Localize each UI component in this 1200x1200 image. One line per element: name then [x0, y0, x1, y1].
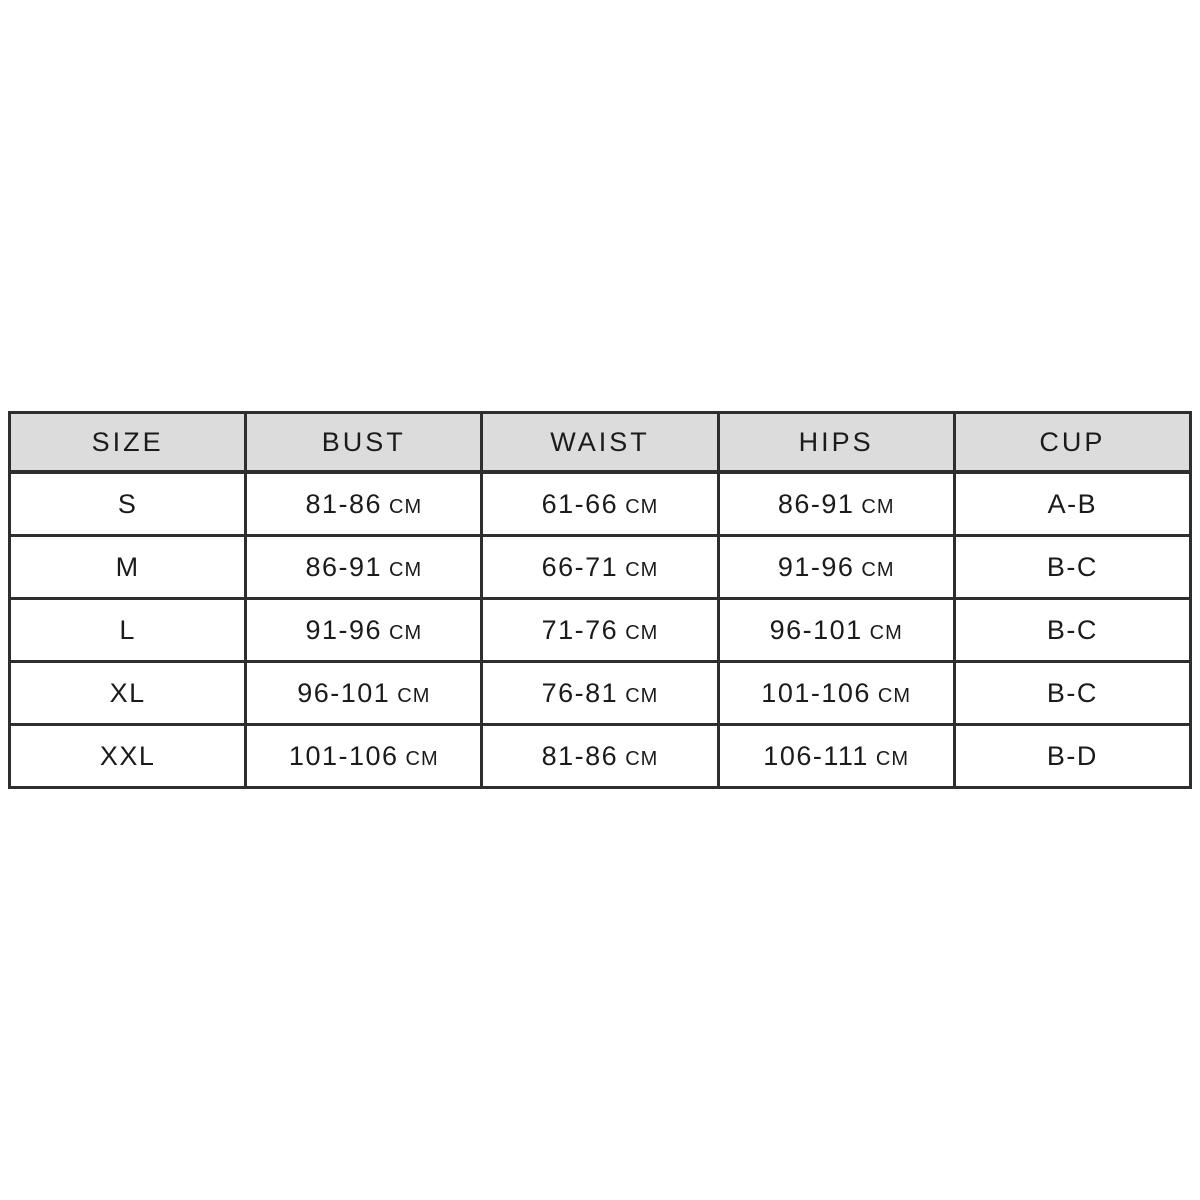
cup-cell — [954, 599, 1190, 662]
table-row-l — [10, 599, 1191, 662]
table-row-s — [10, 472, 1191, 536]
cell-unit: CM — [389, 621, 423, 644]
cell-unit: CM — [625, 558, 659, 581]
cell-value: 76-81 — [541, 677, 619, 708]
waist-cell — [482, 662, 718, 725]
cell-unit: CM — [389, 558, 423, 581]
header-row — [10, 413, 1191, 473]
cell-value: 91-96 — [305, 614, 382, 645]
cup-cell — [954, 536, 1190, 599]
cell-value: 86-91 — [305, 551, 382, 582]
cell-unit: CM — [405, 747, 439, 770]
cup-cell — [954, 662, 1190, 725]
cell-unit: CM — [625, 747, 659, 770]
bust-cell — [246, 472, 482, 536]
cell-value: 66-71 — [541, 551, 619, 582]
hips-cell — [718, 725, 954, 788]
cell-value: 96-101 — [769, 614, 863, 645]
bust-cell — [246, 725, 482, 788]
size-cell — [10, 599, 246, 662]
waist-cell — [482, 472, 718, 536]
cell-value: 81-86 — [541, 740, 619, 771]
hips-cell — [718, 599, 954, 662]
cell-unit: CM — [875, 747, 909, 770]
cell-value: 101-106 — [761, 677, 871, 708]
cup-cell — [954, 472, 1190, 536]
bust-cell — [246, 662, 482, 725]
hips-cell — [718, 472, 954, 536]
cell-value: B-C — [1046, 677, 1098, 708]
cell-unit: CM — [861, 558, 895, 581]
hips-cell — [718, 662, 954, 725]
cell-value: L — [119, 614, 136, 645]
size-cell — [10, 472, 246, 536]
bust-cell — [246, 536, 482, 599]
cell-value: A-B — [1047, 488, 1098, 519]
cell-unit: CM — [625, 684, 659, 707]
cell-value: B-C — [1046, 551, 1098, 582]
column-header-bust: BUST — [246, 413, 482, 473]
table-row-xl — [10, 662, 1191, 725]
cell-value: 71-76 — [541, 614, 619, 645]
cell-value: XL — [109, 677, 146, 708]
cell-value: 81-86 — [305, 488, 382, 519]
bust-cell — [246, 599, 482, 662]
cell-value: 61-66 — [541, 488, 619, 519]
column-header-cup: CUP — [954, 413, 1190, 473]
size-cell — [10, 536, 246, 599]
waist-cell — [482, 536, 718, 599]
cell-value: 91-96 — [777, 551, 855, 582]
cell-value: M — [115, 551, 140, 582]
hips-cell — [718, 536, 954, 599]
cell-unit: CM — [625, 621, 659, 644]
cell-unit: CM — [861, 495, 895, 518]
cell-value: B-C — [1046, 614, 1098, 645]
column-header-waist: WAIST — [482, 413, 718, 473]
cell-unit: CM — [389, 495, 423, 518]
table-row-m — [10, 536, 1191, 599]
cell-unit: CM — [869, 621, 903, 644]
column-header-hips: HIPS — [718, 413, 954, 473]
cell-value: 86-91 — [777, 488, 855, 519]
waist-cell — [482, 599, 718, 662]
cell-unit: CM — [397, 684, 431, 707]
cell-value: 96-101 — [297, 677, 391, 708]
cell-value: 101-106 — [288, 740, 399, 771]
cell-value: B-D — [1046, 740, 1098, 771]
column-header-size: SIZE — [10, 413, 246, 473]
cell-unit: CM — [625, 495, 659, 518]
cup-cell — [954, 725, 1190, 788]
cell-value: 106-111 — [763, 740, 869, 771]
table-row-xxl — [10, 725, 1191, 788]
size-cell — [10, 662, 246, 725]
cell-value: S — [117, 488, 138, 519]
size-cell — [10, 725, 246, 788]
cell-value: XXL — [99, 740, 156, 771]
size-chart-table — [8, 411, 1192, 789]
waist-cell — [482, 725, 718, 788]
cell-unit: CM — [877, 684, 911, 707]
